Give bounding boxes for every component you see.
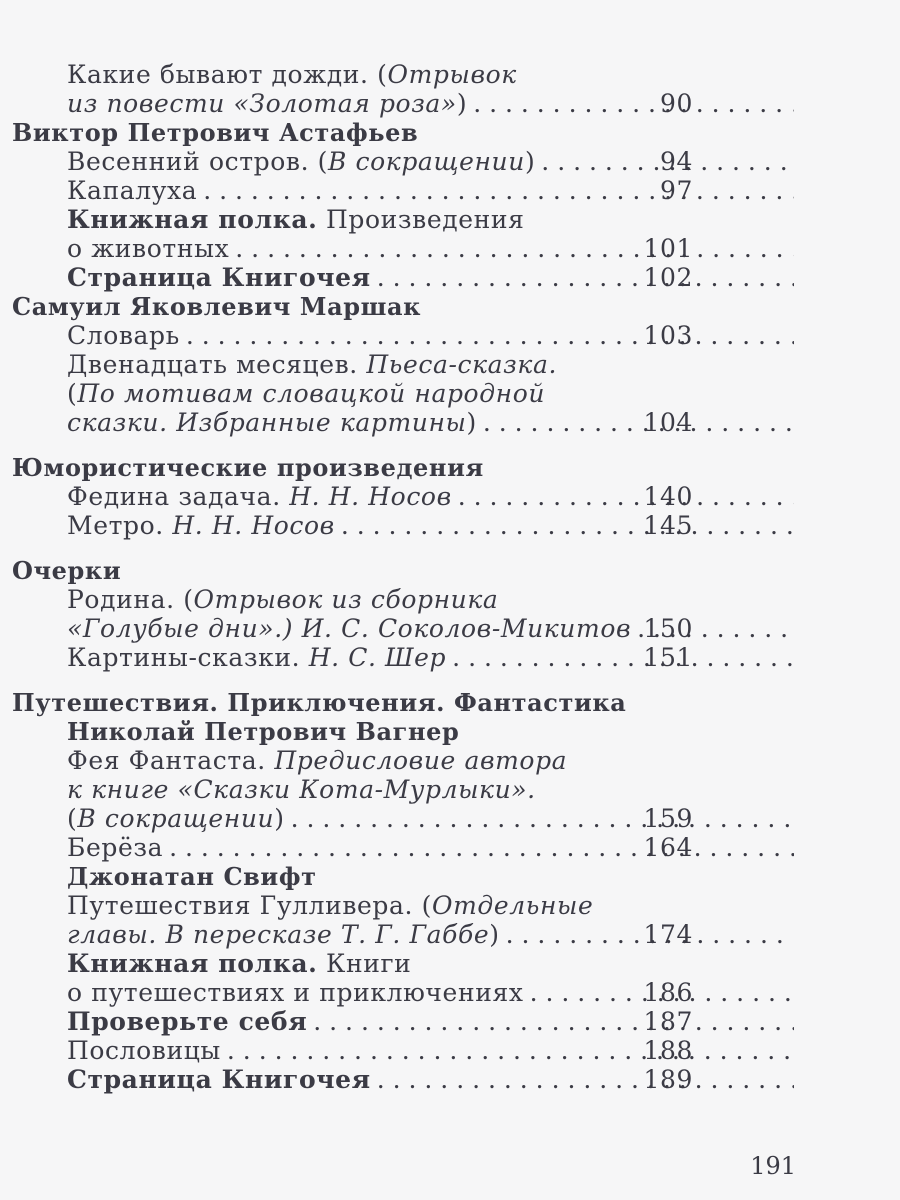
entry-title: [67, 511, 335, 540]
dot-leader: [377, 263, 794, 292]
entry-note: В сокращении: [77, 804, 275, 833]
page-number: 94: [659, 147, 693, 176]
toc-entry-line: [0, 379, 900, 408]
entry-punct: ): [489, 920, 500, 949]
entry-text: Книги: [317, 949, 412, 978]
dot-leader: [341, 511, 794, 540]
page-number: 103: [643, 321, 693, 350]
page-number: 97: [659, 176, 693, 205]
toc-entry-line: [0, 585, 900, 614]
page-number: 174: [643, 920, 693, 949]
entry-note: В сокращении: [328, 147, 525, 176]
page-number: 151: [643, 643, 693, 672]
entry-text: Произведения: [317, 205, 525, 234]
entry-punct: ): [466, 408, 477, 437]
entry-note: из повести «Золотая роза»: [67, 89, 457, 118]
page-number: 102: [643, 263, 693, 292]
entry-title: [67, 804, 285, 833]
toc-entry-line: [0, 1065, 796, 1094]
entry-title: Фея Фантаста.: [67, 746, 275, 775]
section-heading: Юмористические произведения: [12, 453, 484, 482]
entry-author: Н. Н. Носов: [289, 482, 452, 511]
section-gap: [0, 672, 900, 688]
toc-entry-line: [0, 263, 796, 292]
dot-leader: [227, 1036, 794, 1065]
entry-title-bold: Книжная полка.: [67, 205, 318, 234]
page-number: 164: [643, 833, 693, 862]
entry-title-bold: Страница Книгочея: [67, 1065, 371, 1094]
dot-leader: [452, 643, 794, 672]
toc-entry-line: [0, 350, 900, 379]
entry-title-bold: Проверьте себя: [67, 1007, 308, 1036]
entry-title: Двенадцать месяцев.: [67, 350, 367, 379]
page-number: 186: [643, 978, 693, 1007]
entry-title: Путешествия Гулливера. (: [67, 891, 432, 920]
entry-title: Словарь: [67, 321, 180, 350]
toc-entry-line: [0, 775, 900, 804]
page-number: 101: [643, 234, 693, 263]
entry-title: Пословицы: [67, 1036, 221, 1065]
entry-title: [67, 147, 535, 176]
toc-entry-line: [0, 920, 796, 949]
toc-entry-line: [0, 482, 796, 511]
entry-note: По мотивам словацкой народной: [77, 379, 546, 408]
entry-punct: ): [524, 147, 536, 176]
page-number: 90: [659, 89, 693, 118]
toc-entry-line: [0, 89, 796, 118]
entry-note: Отдельные: [431, 891, 594, 920]
entry-text: Картины-сказки.: [67, 643, 309, 672]
entry-punct: (: [67, 804, 78, 833]
toc-entry-line: [0, 408, 796, 437]
entry-punct: ): [274, 804, 285, 833]
page-folio-number: 191: [750, 1152, 796, 1180]
entry-note: Отрывок из сборника: [193, 585, 499, 614]
entry-title: Родина. (: [67, 585, 194, 614]
toc-entry-line: [0, 511, 796, 540]
toc-entry-line: [0, 205, 900, 234]
author-heading: Джонатан Свифт: [67, 862, 317, 891]
dot-leader: [203, 176, 794, 205]
author-heading: Виктор Петрович Астафьев: [12, 118, 419, 147]
page-number: 150: [643, 614, 693, 643]
toc-entry-line: [0, 949, 900, 978]
page-number: 189: [643, 1065, 693, 1094]
entry-title-bold: Книжная полка.: [67, 949, 318, 978]
entry-title: [67, 920, 500, 949]
page-number: 145: [643, 511, 693, 540]
entry-note: к книге «Сказки Кота-Мурлыки».: [67, 775, 536, 804]
section-gap: [0, 540, 900, 556]
page-number: 159: [643, 804, 693, 833]
entry-title: о животных: [67, 234, 230, 263]
entry-title: [67, 643, 446, 672]
section-heading: Очерки: [12, 556, 122, 585]
dot-leader: [313, 1007, 794, 1036]
entry-punct: ): [456, 89, 468, 118]
entry-note: Предисловие автора: [274, 746, 568, 775]
toc-entry-line: [0, 891, 900, 920]
dot-leader: [186, 321, 794, 350]
toc-entry-line: [0, 746, 900, 775]
entry-text: Метро.: [67, 511, 173, 540]
entry-note: главы. В пересказе Т. Г. Габбе: [67, 920, 490, 949]
entry-title: о путешествиях и приключениях: [67, 978, 524, 1007]
toc-entry-line: [0, 804, 796, 833]
toc-entry-line: [0, 147, 796, 176]
entry-author: Н. С. Шер: [308, 643, 447, 672]
toc-entry-line: [0, 176, 796, 205]
page-number: 140: [643, 482, 693, 511]
entry-title: Капалуха: [67, 176, 198, 205]
toc-entry-line: [0, 1007, 796, 1036]
entry-text: Весенний остров. (: [67, 147, 329, 176]
toc-entry-line: [0, 614, 796, 643]
page-number: 187: [643, 1007, 693, 1036]
entry-author: Н. Н. Носов: [172, 511, 335, 540]
entry-note: Отрывок: [387, 60, 517, 89]
dot-leader: [169, 833, 794, 862]
toc-entry-line: [0, 60, 900, 89]
entry-text: Федина задача.: [67, 482, 290, 511]
entry-title: Какие бывают дожди. (: [67, 60, 388, 89]
page-number: 104: [643, 408, 693, 437]
author-heading: Самуил Яковлевич Маршак: [12, 292, 422, 321]
dot-leader: [235, 234, 794, 263]
toc-entry-line: [0, 643, 796, 672]
entry-note: сказки. Избранные картины: [67, 408, 467, 437]
section-gap: [0, 437, 900, 453]
section-heading: Путешествия. Приключения. Фантастика: [12, 688, 627, 717]
entry-title: Берёза: [67, 833, 164, 862]
table-of-contents: [0, 60, 900, 1094]
entry-note: «Голубые дни».) И. С. Соколов-Микитов: [67, 614, 632, 643]
entry-punct: (: [67, 379, 78, 408]
toc-entry-line: [0, 1036, 796, 1065]
page-number: 188: [643, 1036, 693, 1065]
entry-title: [67, 408, 477, 437]
entry-note: Пьеса-сказка.: [366, 350, 558, 379]
entry-title: [67, 89, 467, 118]
toc-entry-line: [0, 978, 796, 1007]
toc-entry-line: [0, 833, 796, 862]
dot-leader: [377, 1065, 794, 1094]
toc-entry-line: [0, 321, 796, 350]
entry-title: [67, 482, 452, 511]
author-heading: Николай Петрович Вагнер: [67, 717, 460, 746]
dot-leader: [458, 482, 794, 511]
toc-entry-line: [0, 234, 796, 263]
dot-leader: [291, 804, 794, 833]
entry-title-bold: Страница Книгочея: [67, 263, 371, 292]
